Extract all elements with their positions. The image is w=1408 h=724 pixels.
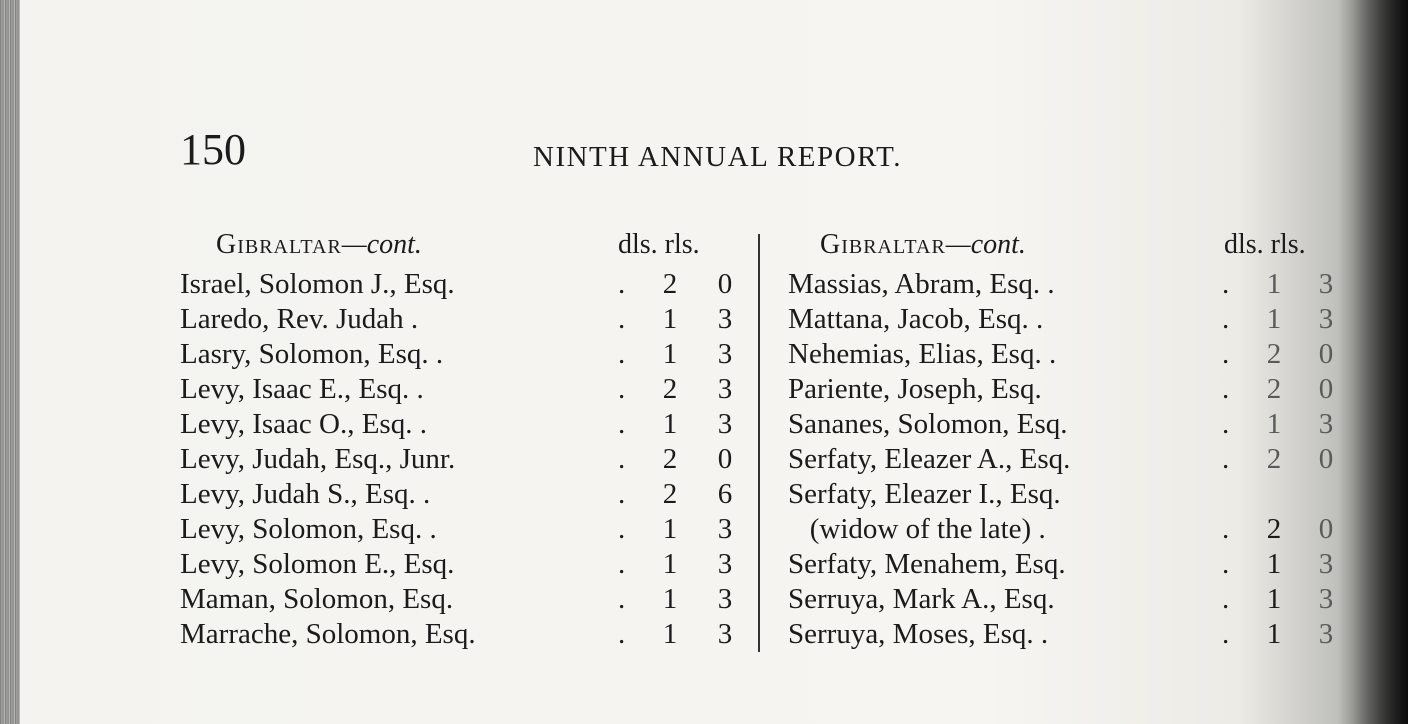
list-item: [180, 302, 750, 337]
subscriber-name: Israel, Solomon J., Esq.: [180, 268, 455, 300]
leader-dot: .: [1222, 513, 1230, 545]
subscriber-name: Levy, Isaac O., Esq. .: [180, 408, 427, 440]
amount-dls: 2: [662, 373, 678, 405]
subscriber-name: Levy, Isaac E., Esq. .: [180, 373, 424, 405]
amount-rls: 3: [1318, 618, 1334, 650]
leader-dot: .: [1222, 618, 1230, 650]
leader-dot: .: [1222, 373, 1230, 405]
amount-dls: 1: [1266, 583, 1282, 615]
amount-rls: 0: [717, 443, 733, 475]
list-item: [788, 337, 1348, 372]
amount-dls: 1: [1266, 548, 1282, 580]
amount-dls: 1: [662, 583, 678, 615]
list-item: [788, 547, 1348, 582]
amount-dls: 1: [662, 513, 678, 545]
amount-dls: 1: [662, 338, 678, 370]
subscriber-name: Maman, Solomon, Esq.: [180, 583, 454, 615]
leader-dot: .: [618, 513, 626, 545]
subscriber-name: Mattana, Jacob, Esq. .: [788, 303, 1044, 335]
right-column-heading: [820, 231, 1026, 259]
amount-rls: 0: [1318, 513, 1334, 545]
leader-dot: .: [1222, 303, 1230, 335]
leader-dot: .: [618, 618, 626, 650]
book-binding-edge: [0, 0, 20, 724]
amount-dls: 2: [1266, 373, 1282, 405]
list-item: [180, 442, 750, 477]
leader-dot: .: [1222, 338, 1230, 370]
list-item: [180, 372, 750, 407]
subscriber-name: Levy, Solomon, Esq. .: [180, 513, 437, 545]
page-gutter-shadow: [1338, 0, 1408, 724]
list-item: [788, 477, 1348, 512]
amount-rls: 3: [1318, 408, 1334, 440]
subscriber-name: Serruya, Moses, Esq. .: [788, 618, 1049, 650]
leader-dot: .: [618, 268, 626, 300]
subscriber-name: Serruya, Mark A., Esq.: [788, 583, 1055, 615]
amount-rls: 3: [1318, 583, 1334, 615]
amount-rls: 3: [1318, 268, 1334, 300]
amount-rls: 3: [717, 408, 733, 440]
amount-dls: 1: [1266, 618, 1282, 650]
subscriber-name: Massias, Abram, Esq. .: [788, 268, 1055, 300]
list-item: [788, 617, 1348, 652]
subscriber-name: Serfaty, Menahem, Esq.: [788, 548, 1066, 580]
leader-dot: .: [618, 338, 626, 370]
amount-dls: 2: [662, 268, 678, 300]
right-subscriber-list: [788, 267, 1348, 652]
leader-dot: .: [1222, 408, 1230, 440]
leader-dot: .: [618, 548, 626, 580]
right-heading-place: Gibraltar: [820, 229, 946, 260]
amount-dls: 1: [662, 618, 678, 650]
left-heading-place: Gibraltar: [216, 229, 342, 260]
subscriber-name: Levy, Solomon E., Esq.: [180, 548, 455, 580]
subscriber-name: Nehemias, Elias, Esq. .: [788, 338, 1057, 370]
left-heading-cont: —cont.: [341, 229, 422, 260]
list-item: [180, 337, 750, 372]
right-units-header: dls. rls.: [1224, 229, 1306, 260]
leader-dot: .: [1222, 583, 1230, 615]
amount-rls: 0: [1318, 338, 1334, 370]
amount-dls: 2: [1266, 443, 1282, 475]
amount-dls: 1: [1266, 408, 1282, 440]
list-item: [180, 407, 750, 442]
list-item: [788, 302, 1348, 337]
column-divider: [758, 234, 760, 652]
amount-dls: 2: [1266, 338, 1282, 370]
leader-dot: .: [618, 408, 626, 440]
subscriber-name: Levy, Judah S., Esq. .: [180, 478, 431, 510]
list-item: [180, 512, 750, 547]
subscriber-name: Marrache, Solomon, Esq.: [180, 618, 476, 650]
amount-rls: 0: [717, 268, 733, 300]
amount-dls: 1: [1266, 303, 1282, 335]
list-item: [788, 512, 1348, 547]
amount-rls: 3: [717, 303, 733, 335]
leader-dot: .: [618, 443, 626, 475]
list-item: [180, 547, 750, 582]
amount-dls: 1: [1266, 268, 1282, 300]
amount-rls: 3: [1318, 303, 1334, 335]
subscriber-name: Pariente, Joseph, Esq.: [788, 373, 1042, 405]
subscriber-name: Sananes, Solomon, Esq.: [788, 408, 1068, 440]
page-number: 150: [180, 125, 246, 174]
amount-dls: 1: [662, 548, 678, 580]
list-item: [180, 267, 750, 302]
amount-dls: 2: [662, 443, 678, 475]
left-subscriber-list: [180, 267, 750, 652]
subscriber-name: Serfaty, Eleazer A., Esq.: [788, 443, 1071, 475]
left-units-header: dls. rls.: [618, 229, 700, 260]
subscriber-name: Laredo, Rev. Judah .: [180, 303, 419, 335]
amount-rls: 3: [717, 513, 733, 545]
amount-rls: 0: [1318, 373, 1334, 405]
subscriber-name: Levy, Judah, Esq., Junr.: [180, 443, 456, 475]
right-heading-cont: —cont.: [945, 229, 1026, 260]
amount-rls: 3: [717, 583, 733, 615]
amount-rls: 3: [717, 548, 733, 580]
amount-rls: 6: [717, 478, 733, 510]
amount-rls: 3: [717, 338, 733, 370]
amount-dls: 2: [1266, 513, 1282, 545]
amount-rls: 0: [1318, 443, 1334, 475]
list-item: [180, 617, 750, 652]
list-item: [180, 582, 750, 617]
leader-dot: .: [1222, 443, 1230, 475]
leader-dot: .: [618, 373, 626, 405]
amount-rls: 3: [717, 618, 733, 650]
subscriber-name: Lasry, Solomon, Esq. .: [180, 338, 444, 370]
leader-dot: .: [1222, 548, 1230, 580]
amount-dls: 1: [662, 303, 678, 335]
running-head: NINTH ANNUAL REPORT.: [533, 141, 902, 173]
list-item: [180, 477, 750, 512]
amount-rls: 3: [1318, 548, 1334, 580]
list-item: [788, 407, 1348, 442]
list-item: [788, 372, 1348, 407]
leader-dot: .: [618, 478, 626, 510]
subscriber-name: (widow of the late) .: [788, 513, 1046, 545]
amount-rls: 3: [717, 373, 733, 405]
leader-dot: .: [618, 583, 626, 615]
leader-dot: .: [1222, 268, 1230, 300]
list-item: [788, 582, 1348, 617]
list-item: [788, 442, 1348, 477]
subscriber-name: Serfaty, Eleazer I., Esq.: [788, 478, 1061, 510]
list-item: [788, 267, 1348, 302]
left-column-heading: [216, 231, 422, 259]
amount-dls: 2: [662, 478, 678, 510]
amount-dls: 1: [662, 408, 678, 440]
leader-dot: .: [618, 303, 626, 335]
